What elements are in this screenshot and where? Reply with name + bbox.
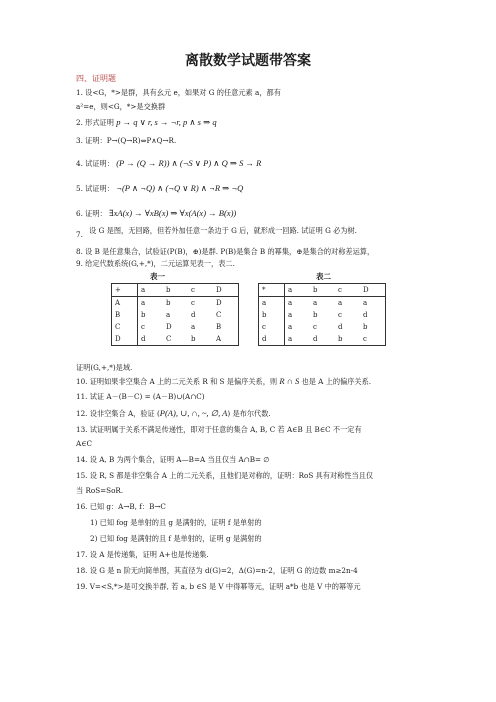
document-title: 离散数学试题带答案 [185, 53, 311, 69]
table-cell: a [166, 311, 171, 319]
table-cell: b [313, 311, 318, 319]
problem-8: 8. 设 B 是任意集合，试验证(P(B)，⊕)是群. P(B)是集合 B 的幂集，⊕是集合的对称差运算， [76, 247, 375, 256]
table-row [259, 333, 386, 346]
table-cell: + [112, 284, 138, 297]
table-cell: A [112, 297, 138, 310]
table-cell: C [112, 321, 138, 333]
problem-4 [76, 158, 261, 169]
table-row [259, 321, 386, 333]
table-cell: d [141, 335, 146, 343]
table-cell: b [363, 323, 368, 331]
table-cell: D [213, 284, 239, 297]
problem-10 [76, 376, 371, 387]
table-row [259, 309, 386, 321]
table-cell: b [141, 311, 146, 319]
table-cell: C [216, 311, 222, 319]
problem-5-formula: ¬(P ∧ ¬Q) ∧ (¬Q ∨ R) ∧ ¬R ⇒ ¬Q [116, 183, 244, 193]
problem-1-line-2: a²=e，则<G，*>是交换群 [76, 102, 166, 111]
table-cell: a [288, 335, 293, 343]
table-cell: a [288, 323, 293, 331]
table-cell: D [216, 299, 222, 307]
table-cell: d [313, 335, 318, 343]
problem-16: 16. 已知 g：A→B, f：B→C [76, 502, 166, 511]
problem-4-label: 4. 试证明： [76, 159, 114, 168]
problem-12 [76, 408, 271, 419]
table-cell: a [313, 299, 318, 307]
table-cell: c [363, 335, 367, 343]
table-cell: D [360, 284, 386, 297]
problem-7-text: 设 G 是图，无回路，但若外加任意一条边于 G 后，就形成一回路. 试证明 G 必为树. [89, 226, 357, 235]
table-row [112, 284, 239, 297]
table-cell: c [191, 299, 195, 307]
problem-12-formula: P(A), ∪, ∩, ~, ∅, A [159, 408, 228, 418]
problem-6 [76, 208, 236, 219]
table-cell: b [259, 309, 285, 321]
table-cell: C [166, 335, 172, 343]
table-cell: a [285, 284, 311, 297]
table-cell: B [112, 309, 138, 321]
problem-7 [76, 226, 357, 240]
problem-12-text-end: ) 是布尔代数. [227, 409, 271, 418]
multiplication-table [258, 283, 386, 346]
table-cell: a [288, 299, 293, 307]
problem-9-conclusion: 证明(G,+,*)是域. [76, 363, 133, 372]
problem-5 [76, 183, 243, 194]
table-cell: b [163, 284, 188, 297]
table-cell: d [338, 323, 343, 331]
problem-10-formula: R ∩ S [279, 376, 300, 386]
problem-13-line-2: A∈C [76, 439, 93, 448]
table-row [112, 297, 239, 310]
problem-2 [76, 117, 217, 128]
problem-18: 18. 设 G 是 n 阶无向简单图，其直径为 d(G)=2，Δ(G)=n-2，证明 G 的边数 m≥2n-4 [76, 566, 358, 575]
problem-10-text: 10. 证明如果非空集合 A 上的二元关系 R 和 S 是偏序关系，则 [76, 377, 278, 386]
problem-19: 19. V=<S,*>是可交换半群, 若 a, b ∈S 是 V 中得幂等元，证明 a*b 也是 V 中的幂等元 [76, 582, 361, 591]
table-row [112, 309, 239, 321]
problem-10-text-end: 也是 A 上的偏序关系. [301, 377, 372, 386]
table-cell: * [259, 284, 285, 297]
table-cell: c [141, 323, 145, 331]
table-cell: c [313, 323, 317, 331]
table-cell: a [259, 297, 285, 310]
table-cell: a [338, 299, 343, 307]
table-row [259, 284, 386, 297]
problem-3: 3. 证明：P→(Q→R)⇔P∧Q→R. [76, 136, 177, 145]
table-cell: b [191, 335, 196, 343]
table-2-title: 表二 [316, 272, 331, 281]
table-cell: a [363, 299, 368, 307]
table-cell: d [363, 311, 368, 319]
problem-15-line-2: 当 RoS=SoR. [76, 486, 124, 495]
table-cell: c [338, 311, 342, 319]
table-cell: a [138, 284, 164, 297]
table-1-title: 表一 [150, 272, 165, 281]
addition-table [111, 283, 239, 346]
table-cell: B [216, 323, 222, 331]
problem-2-label: 2. 形式证明 [76, 118, 114, 127]
table-cell: a [141, 299, 146, 307]
problem-6-label: 6. 证明： [76, 209, 107, 218]
table-cell: A [216, 335, 222, 343]
problem-14: 14. 设 A, B 为两个集合，证明 A—B=A 当且仅当 A∩B= ∅ [76, 455, 270, 464]
problem-7-label: 7. [76, 230, 83, 239]
table-cell: c [188, 284, 213, 297]
table-cell: c [259, 321, 285, 333]
problem-1-line-1: 1. 设<G，*>是群，具有幺元 e，如果对 G 的任意元素 a，都有 [76, 88, 281, 97]
problem-16-part-2: 2) 已知 fog 是满射的且 f 是单射的，证明 g 是满射的 [90, 534, 262, 543]
table-cell: b [338, 335, 343, 343]
problem-13-line-1: 13. 试证明属于关系不满足传递性，即对于任意的集合 A, B, C 若 A∈B 且 B∈C 不一定有 [76, 425, 362, 434]
problem-4-formula: (P → (Q → R)) ∧ (¬S ∨ P) ∧ Q ⇒ S → R [116, 158, 262, 168]
table-cell: d [191, 311, 196, 319]
problem-15-line-1: 15. 设 R, S 都是非空集合 A 上的二元关系，且他们是对称的，证明：RoS 具有对称性当且仅 [76, 471, 374, 480]
table-row [112, 333, 239, 346]
problem-12-text: 12. 设非空集合 A，验证 ( [76, 409, 160, 418]
table-cell: b [166, 299, 171, 307]
problem-11: 11. 试证 A－(B－C) = (A－B)∪(A∩C) [76, 392, 205, 401]
problem-17: 17. 设 A 是传递集，证明 A+也是传递集. [76, 550, 209, 559]
table-row [259, 297, 386, 310]
problem-16-part-1: 1) 已知 fog 是单射的且 g 是满射的，证明 f 是单射的 [90, 518, 262, 527]
problem-5-label: 5. 试证明： [76, 184, 114, 193]
problem-9: 9. 给定代数系统(G,+,*)，二元运算见表一，表二. [76, 259, 235, 268]
table-cell: b [310, 284, 335, 297]
problem-2-formula: p → q ∨ r, s → ¬r, p ∧ s ⇒ q [116, 117, 217, 127]
table-cell: d [259, 333, 285, 346]
table-cell: c [335, 284, 360, 297]
table-row [112, 321, 239, 333]
table-cell: D [112, 333, 138, 346]
table-cell: a [191, 323, 196, 331]
table-cell: a [288, 311, 293, 319]
section-heading: 四、证明题 [76, 74, 116, 83]
problem-6-formula: ∃xA(x) → ∀xB(x) ⇒ ∀x(A(x) → B(x)) [109, 208, 237, 218]
table-cell: D [166, 323, 172, 331]
